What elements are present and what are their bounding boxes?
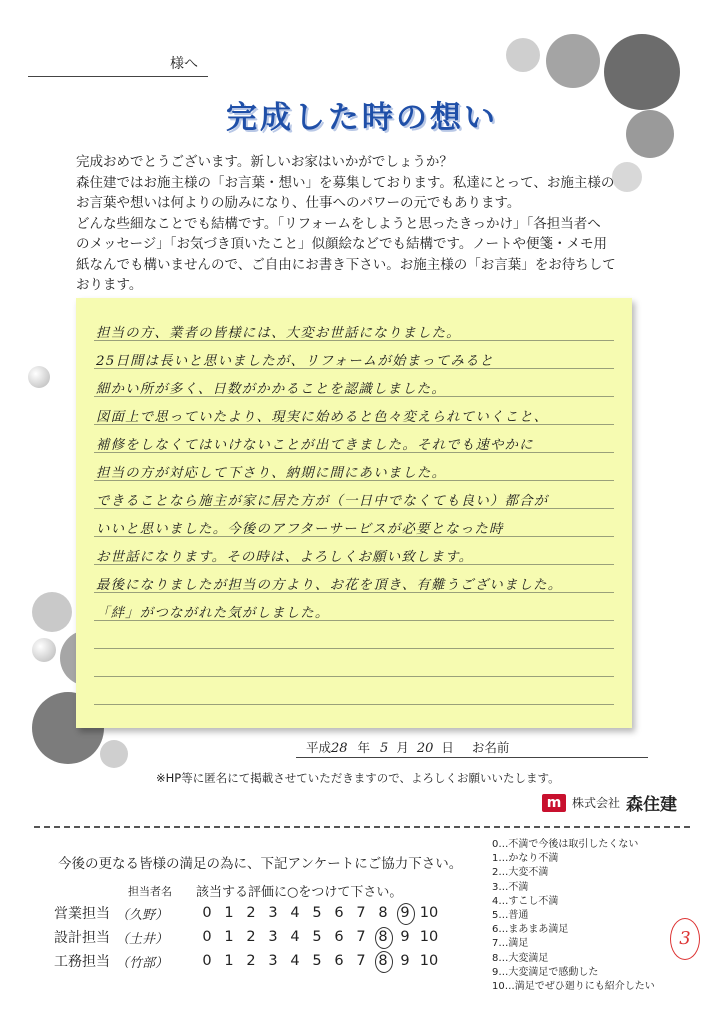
- date-era: 平成: [306, 740, 332, 755]
- legend-item: 4…すこし不満: [492, 895, 559, 907]
- decorative-circle: [546, 34, 600, 88]
- handwritten-line: 25日間は長いと思いましたが、リフォームが始まってみると: [96, 354, 495, 369]
- decorative-circle: [100, 740, 128, 768]
- rating-option: 9: [400, 953, 410, 969]
- rating-option: 10: [419, 929, 439, 945]
- legend-item: 5…普通: [492, 910, 529, 922]
- survey-row-sales: [54, 902, 442, 924]
- legend-item: 7…満足: [492, 938, 529, 950]
- rating-legend: [492, 838, 655, 994]
- rating-option: 4: [290, 953, 300, 969]
- rating-option: 6: [334, 953, 344, 969]
- rating-scale: [196, 953, 442, 969]
- legend-item: 6…まあまあ満足: [492, 924, 569, 936]
- date-year: 28: [331, 741, 348, 756]
- date-day: 20: [416, 741, 434, 756]
- rating-option: 2: [246, 905, 256, 921]
- dashed-divider: [34, 826, 690, 828]
- note-card: [76, 298, 632, 728]
- date-year-unit: 年: [357, 740, 371, 755]
- legend-item: 10…満足でぜひ廻りにも紹介したい: [492, 981, 655, 993]
- handwritten-line: いいと思いました。今後のアフターサービスが必要となった時: [96, 522, 504, 537]
- rating-option-selected: 9: [394, 905, 416, 921]
- legend-item: 3…不満: [492, 881, 529, 893]
- date-month: 5: [380, 741, 389, 756]
- name-label: お名前: [471, 740, 510, 755]
- company-name: 森住建: [626, 795, 678, 815]
- handwritten-line: できることなら施主が家に居た方が（一日中でなくても良い）都合が: [96, 494, 549, 509]
- rating-option: 3: [268, 929, 278, 945]
- survey-row-design: [54, 926, 442, 948]
- company-logo-icon: m: [542, 794, 566, 812]
- company-brand: [542, 790, 677, 815]
- rating-option-selected: 8: [372, 953, 394, 969]
- rating-option: 1: [224, 905, 234, 921]
- handwritten-line: お世話になります。その時は、よろしくお願い致します。: [96, 550, 474, 565]
- decorative-circle: [506, 38, 540, 72]
- survey-request: 今後の更なる皆様の満足の為に、下記アンケートにご協力下さい。: [58, 856, 463, 872]
- decorative-circle: [28, 366, 50, 388]
- legend-item: 2…大変不満: [492, 867, 549, 879]
- rating-option: 0: [202, 929, 212, 945]
- handwritten-line: 担当の方が対応して下さり、納期に間にあいました。: [96, 466, 447, 481]
- rating-option: 2: [246, 953, 256, 969]
- staff-name: （土井）: [116, 931, 169, 947]
- decorative-circle: [32, 592, 72, 632]
- legend-item: 9…大変満足で感動した: [492, 966, 599, 978]
- date-day-unit: 日: [441, 740, 454, 755]
- rating-option: 4: [290, 929, 300, 945]
- rating-instruction: 該当する評価に○をつけて下さい。: [196, 885, 403, 900]
- rating-option: 10: [419, 953, 439, 969]
- rating-option: 0: [202, 953, 212, 969]
- rating-option: 1: [224, 953, 234, 969]
- intro-line: のメッセージ」「お気づき頂いたこと」似顔絵などでも結構です。ノートや便箋・メモ用: [76, 236, 607, 252]
- ruled-line: [94, 648, 614, 649]
- rating-option: 7: [356, 929, 366, 945]
- rating-scale: [196, 929, 442, 945]
- handwritten-line: 担当の方、業者の皆様には、大変お世話になりました。: [96, 326, 461, 341]
- rating-option: 6: [334, 905, 344, 921]
- signature-date-line: [296, 738, 648, 758]
- intro-line: 紙なんでも構いませんので、ご自由にお書き下さい。お施主様の「お言葉」をお待ちして: [76, 256, 616, 273]
- company-kind: 株式会社: [572, 796, 621, 810]
- rating-option: 6: [334, 929, 344, 945]
- rating-option: 5: [312, 905, 322, 921]
- disclaimer: ※HP等に匿名にて掲載させていただきますので、よろしくお願いいたします。: [156, 771, 560, 785]
- legend-item: 0…不満で今後は取引したくない: [492, 839, 639, 850]
- rating-option: 5: [312, 953, 322, 969]
- role-label: 営業担当: [54, 906, 110, 922]
- addressee-line: [28, 76, 208, 77]
- rating-scale: [196, 905, 442, 921]
- margin-number-mark: 3: [670, 918, 700, 960]
- ruled-line: [94, 676, 614, 677]
- handwritten-line: 補修をしなくてはいけないことが出てきました。それでも速やかに: [96, 438, 534, 453]
- rating-option: 1: [224, 929, 234, 945]
- rating-option: 2: [246, 929, 256, 945]
- survey-row-construction: [54, 950, 442, 972]
- rating-option: 3: [268, 905, 278, 921]
- intro-line: どんな些細なことでも結構です。「リフォームをしようと思ったきっかけ」「各担当者へ: [76, 215, 601, 232]
- staff-name: （久野）: [116, 907, 169, 923]
- rating-option: 10: [419, 905, 439, 921]
- staff-name: （竹部）: [116, 955, 169, 971]
- rating-option: 4: [290, 905, 300, 921]
- ruled-line: [94, 704, 614, 705]
- role-label: 設計担当: [54, 930, 110, 946]
- legend-item: 1…かなり不満: [492, 853, 559, 865]
- page-title: 完成した時の想い: [226, 100, 498, 136]
- role-label: 工務担当: [54, 954, 110, 970]
- legend-item: 8…大変満足: [492, 952, 549, 964]
- staff-name-header: 担当者名: [128, 885, 172, 898]
- intro-line: お言葉や想いは何よりの励みになり、仕事へのパワーの元でもあります。: [76, 195, 521, 211]
- intro-text: [76, 152, 636, 296]
- rating-option: 0: [202, 905, 212, 921]
- rating-option: 9: [400, 929, 410, 945]
- date-month-unit: 月: [396, 740, 409, 755]
- rating-option-selected: 8: [372, 929, 394, 945]
- rating-option: 7: [356, 905, 366, 921]
- handwritten-line: 図面上で思っていたより、現実に始めると色々変えられていくこと、: [96, 410, 549, 425]
- rating-option: 7: [356, 953, 366, 969]
- decorative-circle: [32, 638, 56, 662]
- addressee-suffix: 様へ: [170, 56, 198, 72]
- intro-line: 森住建ではお施主様の「お言葉・想い」を募集しております。私達にとって、お施主様の: [76, 174, 615, 191]
- handwritten-line: 「絆」がつながれた気がしました。: [96, 606, 330, 621]
- rating-option: 5: [312, 929, 322, 945]
- intro-line: おります。: [76, 277, 143, 293]
- rating-option: 8: [378, 905, 388, 921]
- handwritten-line: 細かい所が多く、日数がかかることを認識しました。: [96, 382, 446, 397]
- rating-option: 3: [268, 953, 278, 969]
- intro-line: 完成おめでとうございます。新しいお家はいかがでしょうか？: [76, 154, 453, 170]
- handwritten-line: 最後になりましたが担当の方より、お花を頂き、有難うございました。: [96, 578, 563, 593]
